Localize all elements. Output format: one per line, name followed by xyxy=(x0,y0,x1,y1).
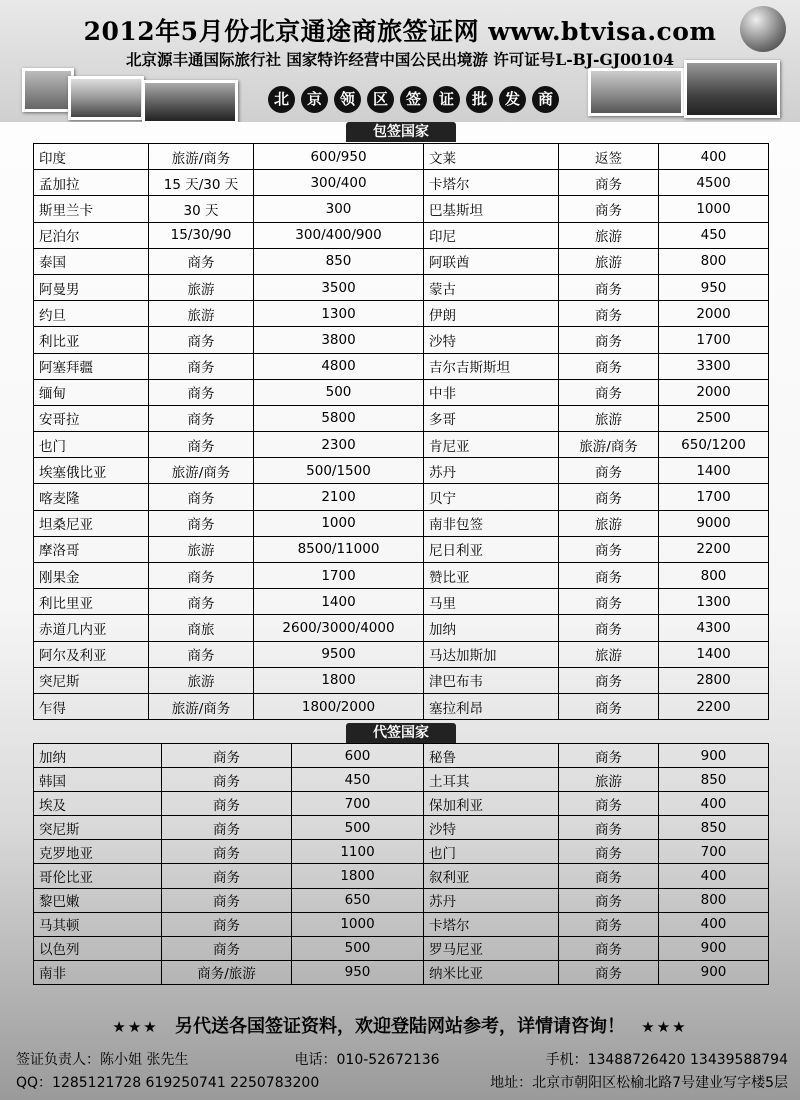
visa-type-cell: 旅游 xyxy=(559,641,659,667)
price-cell: 900 xyxy=(659,960,769,984)
price-cell: 650/1200 xyxy=(659,432,769,458)
price-cell: 1400 xyxy=(659,641,769,667)
visa-type-cell: 旅游 xyxy=(559,510,659,536)
country-cell: 叙利亚 xyxy=(424,864,559,888)
phone-number: 电话：010-52672136 xyxy=(294,1052,440,1068)
price-cell: 850 xyxy=(659,816,769,840)
price-cell: 900 xyxy=(659,936,769,960)
visa-type-cell: 商务 xyxy=(162,864,292,888)
visa-type-cell: 商务 xyxy=(559,563,659,589)
badge-char: 证 xyxy=(433,86,460,113)
visa-type-cell: 商务 xyxy=(559,792,659,816)
country-cell: 坦桑尼亚 xyxy=(34,510,149,536)
badge-char: 京 xyxy=(301,86,328,113)
country-cell: 吉尔吉斯斯坦 xyxy=(424,353,559,379)
price-cell: 600/950 xyxy=(254,144,424,170)
price-cell: 600 xyxy=(292,744,424,768)
country-cell: 塞拉利昂 xyxy=(424,693,559,719)
price-cell: 8500/11000 xyxy=(254,536,424,562)
visa-type-cell: 商务 xyxy=(559,274,659,300)
price-cell: 800 xyxy=(659,563,769,589)
country-cell: 印尼 xyxy=(424,222,559,248)
travel-photo xyxy=(68,76,144,120)
price-cell: 2300 xyxy=(254,432,424,458)
table-row xyxy=(34,563,769,589)
price-cell: 9000 xyxy=(659,510,769,536)
table-row xyxy=(34,274,769,300)
table-row xyxy=(34,248,769,274)
table-row xyxy=(34,353,769,379)
price-cell: 2000 xyxy=(659,301,769,327)
price-cell: 500 xyxy=(254,379,424,405)
country-cell: 突尼斯 xyxy=(34,667,149,693)
price-cell: 1000 xyxy=(254,510,424,536)
country-cell: 加纳 xyxy=(424,615,559,641)
visa-type-cell: 商务 xyxy=(559,589,659,615)
visa-type-cell: 旅游/商务 xyxy=(149,144,254,170)
table-row xyxy=(34,615,769,641)
price-cell: 450 xyxy=(292,768,424,792)
visa-type-cell: 旅游/商务 xyxy=(559,432,659,458)
price-cell: 1000 xyxy=(292,912,424,936)
price-cell: 300/400/900 xyxy=(254,222,424,248)
badge-char: 签 xyxy=(400,86,427,113)
visa-type-cell: 商务 xyxy=(149,353,254,379)
country-cell: 斯里兰卡 xyxy=(34,196,149,222)
table-row xyxy=(34,888,769,912)
country-cell: 哥伦比亚 xyxy=(34,864,162,888)
table-row xyxy=(34,432,769,458)
country-cell: 约旦 xyxy=(34,301,149,327)
price-cell: 1400 xyxy=(254,589,424,615)
visa-type-cell: 旅游 xyxy=(559,405,659,431)
visa-type-cell: 商务 xyxy=(162,840,292,864)
visa-type-cell: 商务 xyxy=(559,744,659,768)
badge-char: 区 xyxy=(367,86,394,113)
badge-char: 发 xyxy=(499,86,526,113)
visa-type-cell: 商务 xyxy=(149,641,254,667)
country-cell: 马达加斯加 xyxy=(424,641,559,667)
country-cell: 孟加拉 xyxy=(34,170,149,196)
visa-type-cell: 返签 xyxy=(559,144,659,170)
travel-photo xyxy=(22,68,74,112)
visa-type-cell: 商务 xyxy=(162,768,292,792)
price-cell: 2800 xyxy=(659,667,769,693)
price-cell: 700 xyxy=(659,840,769,864)
country-cell: 阿塞拜疆 xyxy=(34,353,149,379)
price-cell: 500 xyxy=(292,816,424,840)
price-cell: 2000 xyxy=(659,379,769,405)
visa-type-cell: 商务 xyxy=(559,864,659,888)
country-cell: 沙特 xyxy=(424,327,559,353)
contact-line-2 xyxy=(16,1072,788,1092)
price-cell: 9500 xyxy=(254,641,424,667)
slogan-text: 另代送各国签证资料，欢迎登陆网站参考，详情请咨询！ xyxy=(175,1016,625,1037)
table-row xyxy=(34,744,769,768)
price-cell: 1700 xyxy=(659,327,769,353)
country-cell: 加纳 xyxy=(34,744,162,768)
visa-type-cell: 商务 xyxy=(559,888,659,912)
price-cell: 450 xyxy=(659,222,769,248)
country-cell: 土耳其 xyxy=(424,768,559,792)
visa-type-cell: 商务 xyxy=(559,353,659,379)
badge-char: 北 xyxy=(268,86,295,113)
price-cell: 1700 xyxy=(659,484,769,510)
table-row xyxy=(34,222,769,248)
country-cell: 安哥拉 xyxy=(34,405,149,431)
visa-type-cell: 商务 xyxy=(162,912,292,936)
visa-type-cell: 旅游 xyxy=(149,274,254,300)
country-cell: 利比里亚 xyxy=(34,589,149,615)
table-row xyxy=(34,301,769,327)
price-cell: 5800 xyxy=(254,405,424,431)
visa-type-cell: 商旅 xyxy=(149,615,254,641)
country-cell: 尼泊尔 xyxy=(34,222,149,248)
price-cell: 1700 xyxy=(254,563,424,589)
country-cell: 也门 xyxy=(424,840,559,864)
mobile-number: 手机：13488726420 13439588794 xyxy=(545,1052,788,1068)
price-cell: 1800 xyxy=(292,864,424,888)
visa-type-cell: 商务 xyxy=(559,379,659,405)
country-cell: 阿曼男 xyxy=(34,274,149,300)
country-cell: 印度 xyxy=(34,144,149,170)
price-cell: 800 xyxy=(659,888,769,912)
price-cell: 2200 xyxy=(659,536,769,562)
visa-type-cell: 商务 xyxy=(559,960,659,984)
visa-type-cell: 商务 xyxy=(559,536,659,562)
contact-line-1 xyxy=(16,1049,788,1069)
country-cell: 罗马尼亚 xyxy=(424,936,559,960)
country-cell: 文莱 xyxy=(424,144,559,170)
country-cell: 卡塔尔 xyxy=(424,912,559,936)
contact-person: 签证负责人：陈小姐 张先生 xyxy=(16,1052,189,1068)
price-cell: 900 xyxy=(659,744,769,768)
visa-type-cell: 商务 xyxy=(559,693,659,719)
visa-type-cell: 商务/旅游 xyxy=(162,960,292,984)
visa-type-cell: 商务 xyxy=(149,484,254,510)
visa-type-cell: 旅游/商务 xyxy=(149,458,254,484)
visa-type-cell: 商务 xyxy=(149,248,254,274)
visa-type-cell: 旅游 xyxy=(559,768,659,792)
country-cell: 赞比亚 xyxy=(424,563,559,589)
visa-type-cell: 旅游/商务 xyxy=(149,693,254,719)
visa-type-cell: 旅游 xyxy=(149,536,254,562)
visa-type-cell: 15 天/30 天 xyxy=(149,170,254,196)
visa-type-cell: 商务 xyxy=(559,667,659,693)
country-cell: 突尼斯 xyxy=(34,816,162,840)
table-row xyxy=(34,960,769,984)
visa-type-cell: 商务 xyxy=(559,840,659,864)
visa-type-cell: 商务 xyxy=(149,379,254,405)
price-cell: 4800 xyxy=(254,353,424,379)
price-cell: 300/400 xyxy=(254,170,424,196)
country-cell: 多哥 xyxy=(424,405,559,431)
country-cell: 津巴布韦 xyxy=(424,667,559,693)
visa-type-cell: 商务 xyxy=(559,816,659,840)
country-cell: 肯尼亚 xyxy=(424,432,559,458)
country-cell: 秘鲁 xyxy=(424,744,559,768)
visa-type-cell: 旅游 xyxy=(149,667,254,693)
page-title: 2012年5月份北京通途商旅签证网 www.btvisa.com xyxy=(83,17,717,46)
price-cell: 1000 xyxy=(659,196,769,222)
country-cell: 缅甸 xyxy=(34,379,149,405)
country-cell: 摩洛哥 xyxy=(34,536,149,562)
price-cell: 950 xyxy=(292,960,424,984)
price-cell: 1100 xyxy=(292,840,424,864)
table-row xyxy=(34,816,769,840)
country-cell: 韩国 xyxy=(34,768,162,792)
visa-type-cell: 商务 xyxy=(162,744,292,768)
price-cell: 1300 xyxy=(659,589,769,615)
country-cell: 南非 xyxy=(34,960,162,984)
visa-type-cell: 商务 xyxy=(149,327,254,353)
table-row xyxy=(34,144,769,170)
country-cell: 阿联酋 xyxy=(424,248,559,274)
visa-type-cell: 商务 xyxy=(149,589,254,615)
price-cell: 700 xyxy=(292,792,424,816)
visa-type-cell: 商务 xyxy=(149,510,254,536)
country-cell: 苏丹 xyxy=(424,458,559,484)
country-cell: 南非包签 xyxy=(424,510,559,536)
price-cell: 650 xyxy=(292,888,424,912)
visa-type-cell: 商务 xyxy=(162,792,292,816)
visa-type-cell: 旅游 xyxy=(559,222,659,248)
country-cell: 克罗地亚 xyxy=(34,840,162,864)
price-cell: 2600/3000/4000 xyxy=(254,615,424,641)
visa-type-cell: 商务 xyxy=(559,912,659,936)
table-row xyxy=(34,641,769,667)
country-cell: 保加利亚 xyxy=(424,792,559,816)
table-row xyxy=(34,536,769,562)
country-cell: 伊朗 xyxy=(424,301,559,327)
visa-type-cell: 商务 xyxy=(149,563,254,589)
price-cell: 2200 xyxy=(659,693,769,719)
price-cell: 500/1500 xyxy=(254,458,424,484)
country-cell: 黎巴嫩 xyxy=(34,888,162,912)
table-row xyxy=(34,864,769,888)
stars-left: ★★★ xyxy=(112,1018,159,1036)
price-cell: 850 xyxy=(659,768,769,792)
price-cell: 500 xyxy=(292,936,424,960)
travel-photo xyxy=(588,68,684,116)
price-cell: 800 xyxy=(659,248,769,274)
visa-type-cell: 15/30/90 xyxy=(149,222,254,248)
qq-numbers: QQ：1285121728 619250741 2250783200 xyxy=(16,1075,320,1091)
visa-type-cell: 商务 xyxy=(559,936,659,960)
table-row xyxy=(34,693,769,719)
table-row xyxy=(34,936,769,960)
table-row xyxy=(34,667,769,693)
price-cell: 400 xyxy=(659,144,769,170)
agency-visa-table xyxy=(33,743,769,985)
price-cell: 4500 xyxy=(659,170,769,196)
country-cell: 阿尔及利亚 xyxy=(34,641,149,667)
country-cell: 刚果金 xyxy=(34,563,149,589)
package-visa-table xyxy=(33,143,769,720)
table-row xyxy=(34,589,769,615)
visa-type-cell: 商务 xyxy=(162,936,292,960)
country-cell: 泰国 xyxy=(34,248,149,274)
country-cell: 中非 xyxy=(424,379,559,405)
visa-type-cell: 商务 xyxy=(559,301,659,327)
visa-type-cell: 商务 xyxy=(559,196,659,222)
visa-type-cell: 商务 xyxy=(559,327,659,353)
price-cell: 400 xyxy=(659,912,769,936)
visa-type-cell: 商务 xyxy=(162,816,292,840)
table-row xyxy=(34,170,769,196)
company-subtitle: 北京源丰通国际旅行社 国家特许经营中国公民出境游 许可证号L-BJ-GJ00104 xyxy=(126,50,674,69)
country-cell: 尼日利亚 xyxy=(424,536,559,562)
address: 地址：北京市朝阳区松榆北路7号建业写字楼5层 xyxy=(490,1075,788,1091)
country-cell: 也门 xyxy=(34,432,149,458)
country-cell: 沙特 xyxy=(424,816,559,840)
badge-char: 批 xyxy=(466,86,493,113)
section-title-package: 包签国家 xyxy=(346,122,456,142)
visa-type-cell: 商务 xyxy=(149,432,254,458)
country-cell: 马里 xyxy=(424,589,559,615)
country-cell: 埃及 xyxy=(34,792,162,816)
visa-type-cell: 30 天 xyxy=(149,196,254,222)
price-cell: 850 xyxy=(254,248,424,274)
price-cell: 3300 xyxy=(659,353,769,379)
authorized-badge xyxy=(268,86,559,114)
price-cell: 400 xyxy=(659,864,769,888)
price-cell: 1800 xyxy=(254,667,424,693)
country-cell: 埃塞俄比亚 xyxy=(34,458,149,484)
country-cell: 马其顿 xyxy=(34,912,162,936)
price-cell: 4300 xyxy=(659,615,769,641)
country-cell: 蒙古 xyxy=(424,274,559,300)
stars-right: ★★★ xyxy=(641,1018,688,1036)
footer-slogan xyxy=(0,1012,800,1038)
table-row xyxy=(34,379,769,405)
price-cell: 2100 xyxy=(254,484,424,510)
visa-type-cell: 商务 xyxy=(559,484,659,510)
price-cell: 1300 xyxy=(254,301,424,327)
visa-type-cell: 旅游 xyxy=(149,301,254,327)
visa-type-cell: 旅游 xyxy=(559,248,659,274)
table-row xyxy=(34,405,769,431)
country-cell: 利比亚 xyxy=(34,327,149,353)
price-cell: 2500 xyxy=(659,405,769,431)
visa-type-cell: 商务 xyxy=(559,458,659,484)
price-cell: 1400 xyxy=(659,458,769,484)
badge-char: 商 xyxy=(532,86,559,113)
table-row xyxy=(34,840,769,864)
country-cell: 巴基斯坦 xyxy=(424,196,559,222)
country-cell: 以色列 xyxy=(34,936,162,960)
price-cell: 3500 xyxy=(254,274,424,300)
price-cell: 400 xyxy=(659,792,769,816)
table-row xyxy=(34,792,769,816)
table-row xyxy=(34,912,769,936)
table-row xyxy=(34,484,769,510)
table-row xyxy=(34,196,769,222)
price-cell: 950 xyxy=(659,274,769,300)
country-cell: 赤道几内亚 xyxy=(34,615,149,641)
price-cell: 3800 xyxy=(254,327,424,353)
table-row xyxy=(34,768,769,792)
country-cell: 喀麦隆 xyxy=(34,484,149,510)
country-cell: 苏丹 xyxy=(424,888,559,912)
country-cell: 贝宁 xyxy=(424,484,559,510)
header-banner xyxy=(0,0,800,122)
visa-type-cell: 商务 xyxy=(162,888,292,912)
country-cell: 乍得 xyxy=(34,693,149,719)
visa-type-cell: 商务 xyxy=(559,615,659,641)
country-cell: 卡塔尔 xyxy=(424,170,559,196)
section-title-agency: 代签国家 xyxy=(346,723,456,743)
country-cell: 纳米比亚 xyxy=(424,960,559,984)
price-cell: 300 xyxy=(254,196,424,222)
visa-type-cell: 商务 xyxy=(559,170,659,196)
table-row xyxy=(34,510,769,536)
table-row xyxy=(34,327,769,353)
visa-type-cell: 商务 xyxy=(149,405,254,431)
badge-char: 领 xyxy=(334,86,361,113)
price-cell: 1800/2000 xyxy=(254,693,424,719)
table-row xyxy=(34,458,769,484)
travel-photo xyxy=(142,80,238,122)
